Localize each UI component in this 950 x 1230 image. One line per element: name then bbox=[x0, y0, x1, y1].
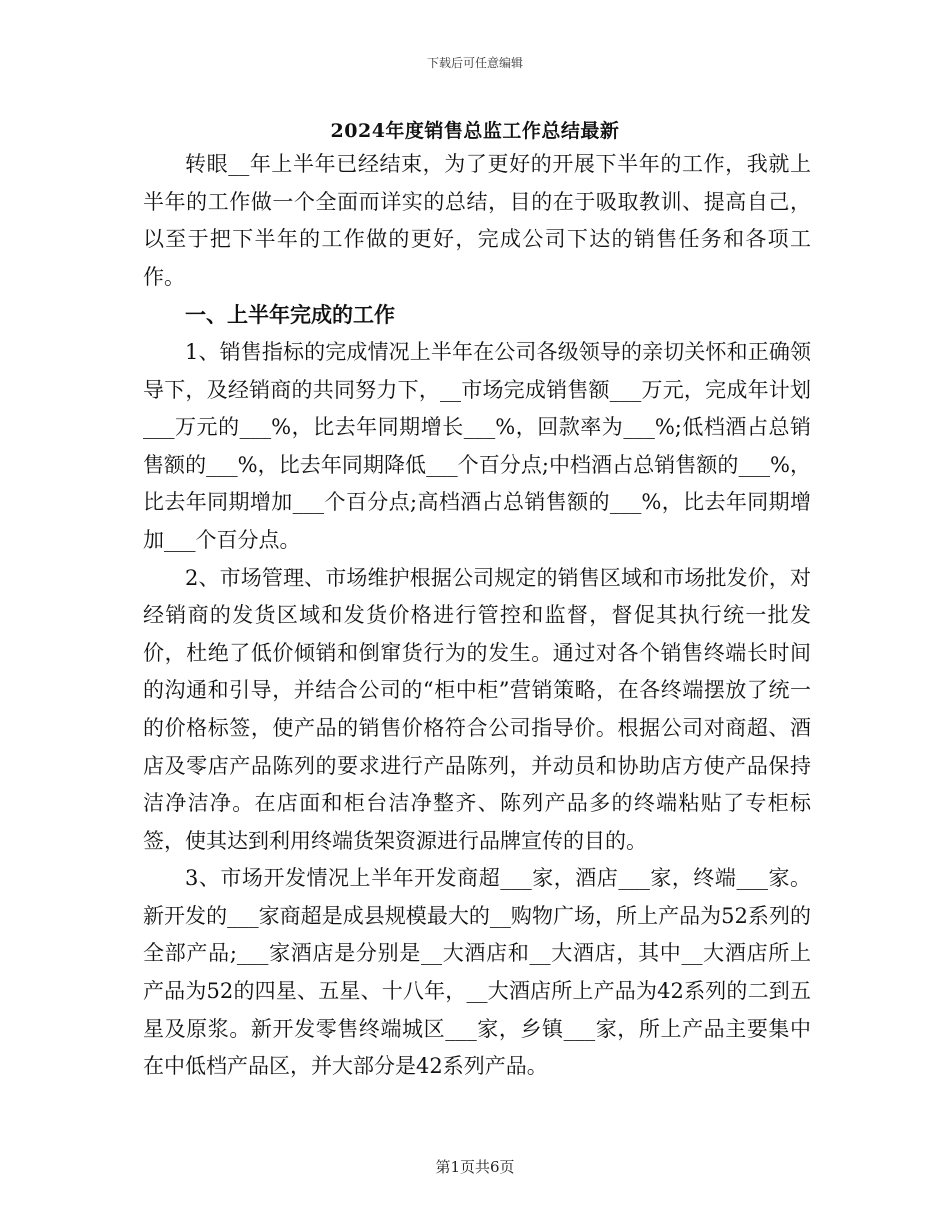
item-2-paragraph: 2、市场管理、市场维护根据公司规定的销售区域和市场批发价，对经销商的发货区域和发货价格进行管控和监督，督促其执行统一批发价，杜绝了低价倾销和倒窜货行为的发生。通过对各个销售终端长时间的沟通和引导，并结合公司的“柜中柜”营销策略，在各终端摆放了统一的价格标签，使产品的销售价格符合公司指导价。根据公司对商超、酒店及零店产品陈列的要求进行产品陈列，并动员和协助店方使产品保持洁净洁净。在店面和柜台洁净整齐、陈列产品多的终端粘贴了专柜标签，使其达到利用终端货架资源进行品牌宣传的目的。 bbox=[143, 565, 811, 853]
intro-paragraph: 转眼__年上半年已经结束，为了更好的开展下半年的工作，我就上半年的工作做一个全面而详实的总结，目的在于吸取教训、提高自己，以至于把下半年的工作做的更好，完成公司下达的销售任务和各项工作。 bbox=[143, 152, 811, 289]
page-footer: 第1页共6页 bbox=[435, 1158, 515, 1176]
section-heading: 一、上半年完成的工作 bbox=[185, 302, 395, 328]
document-title: 2024年度销售总监工作总结最新 bbox=[330, 120, 620, 142]
item-3-paragraph: 3、市场开发情况上半年开发商超___家，酒店___家，终端___家。新开发的___家商超是成县规模最大的__购物广场，所上产品为52系列的全部产品;___家酒店是分别是__大酒店和__大酒店，其中__大酒店所上产品为52的四星、五星、十八年，__大酒店所上产品为42系列的二到五星及原浆。新开发零售终端城区___家，乡镇___家，所上产品主要集中在中低档产品区，并大部分是42系列产品。 bbox=[143, 866, 811, 1079]
header-note: 下载后可任意编辑 bbox=[426, 56, 523, 70]
document-body bbox=[143, 146, 811, 1086]
item-1-paragraph: 1、销售指标的完成情况上半年在公司各级领导的亲切关怀和正确领导下，及经销商的共同努力下，__市场完成销售额___万元，完成年计划___万元的___%，比去年同期增长___%，回款率为___%;低档酒占总销售额的___%，比去年同期降低___个百分点;中档酒占总销售额的___%，比去年同期增加___个百分点;高档酒占总销售额的___%，比去年同期增加___个百分点。 bbox=[143, 339, 811, 552]
